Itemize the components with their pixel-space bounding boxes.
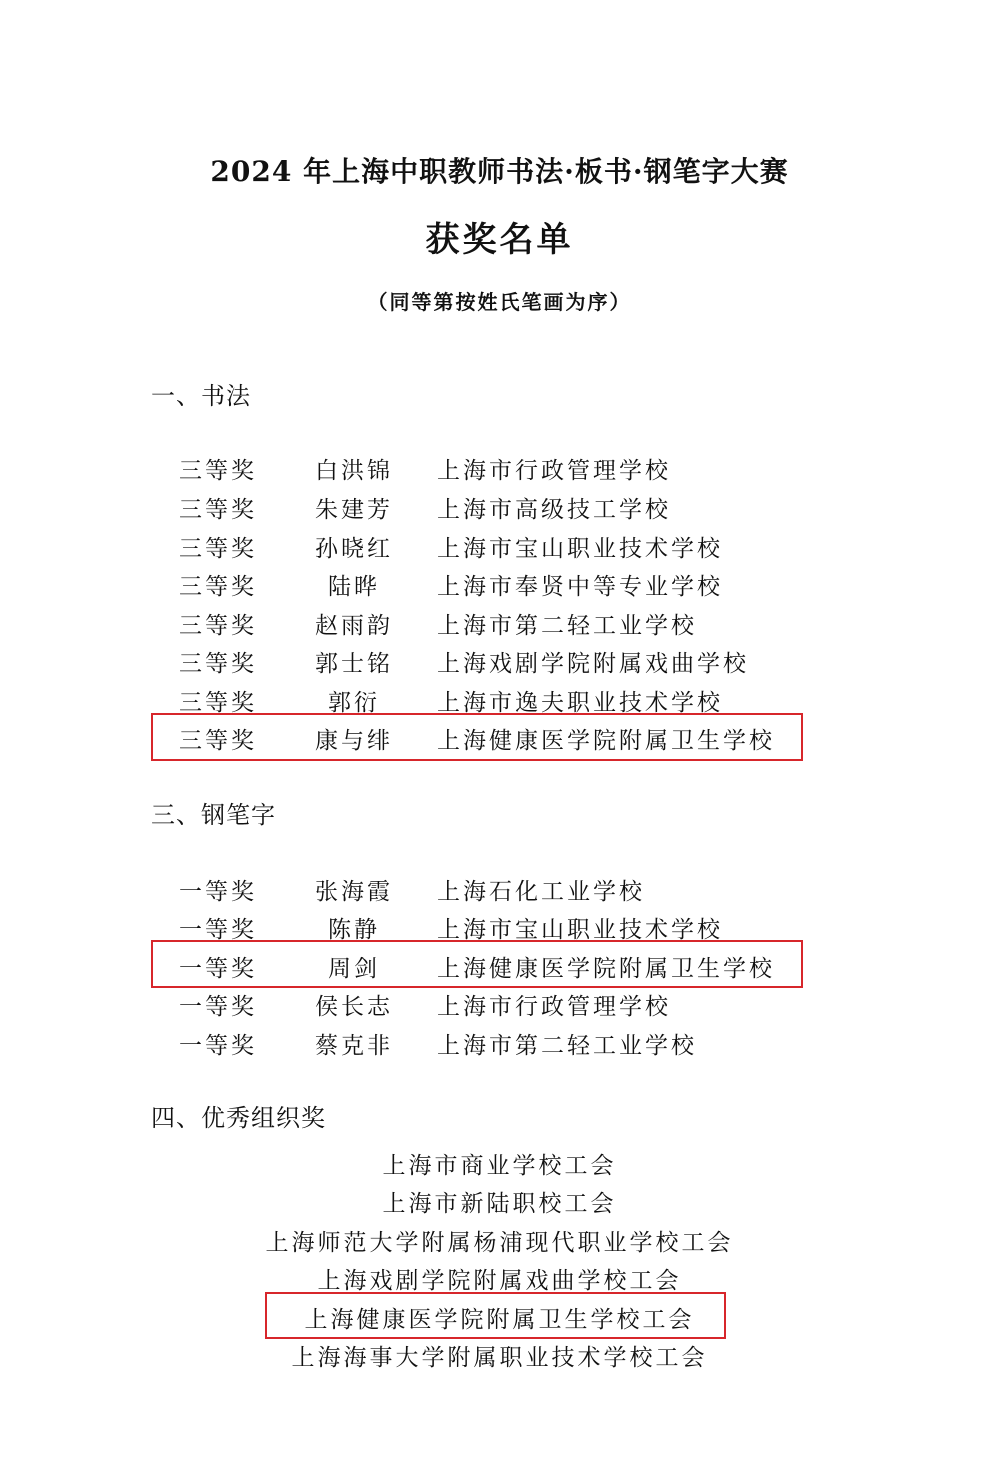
award-level: 一等奖 — [179, 1033, 257, 1059]
school-name: 上海石化工业学校 — [437, 879, 645, 905]
award-row — [0, 873, 999, 911]
award-row — [0, 452, 999, 490]
award-level: 三等奖 — [179, 651, 257, 677]
award-level: 三等奖 — [179, 497, 257, 523]
winner-name: 孙晓红 — [315, 536, 393, 562]
school-name: 上海健康医学院附属卫生学校 — [437, 728, 775, 754]
award-level: 三等奖 — [179, 728, 257, 754]
award-row — [0, 491, 999, 529]
school-name: 上海健康医学院附属卫生学校 — [437, 956, 775, 982]
winner-name: 陆晔 — [328, 574, 380, 600]
award-level: 三等奖 — [179, 574, 257, 600]
school-name: 上海市奉贤中等专业学校 — [437, 574, 723, 600]
winner-name: 侯长志 — [315, 994, 393, 1020]
page-title: 2024 年上海中职教师书法·板书·钢笔字大赛 — [210, 155, 789, 188]
award-row — [0, 530, 999, 568]
school-name: 上海市宝山职业技术学校 — [437, 917, 723, 943]
organization-item: 上海海事大学附属职业技术学校工会 — [291, 1345, 708, 1371]
award-level: 三等奖 — [179, 458, 257, 484]
award-level: 一等奖 — [179, 994, 257, 1020]
award-level: 一等奖 — [179, 917, 257, 943]
winner-name: 郭衍 — [328, 690, 380, 716]
organization-item-highlighted: 上海健康医学院附属卫生学校工会 — [304, 1307, 695, 1333]
winner-name: 白洪锦 — [315, 458, 393, 484]
award-row — [0, 607, 999, 645]
award-level: 三等奖 — [179, 613, 257, 639]
ordering-note: （同等第按姓氏笔画为序） — [367, 290, 632, 314]
highlight-box — [265, 1292, 726, 1339]
organization-item: 上海市新陆职校工会 — [382, 1191, 617, 1217]
organization-item: 上海师范大学附属杨浦现代职业学校工会 — [265, 1230, 734, 1256]
highlight-box — [151, 713, 803, 761]
award-level: 三等奖 — [179, 536, 257, 562]
winner-name: 陈静 — [328, 917, 380, 943]
organization-item: 上海市商业学校工会 — [382, 1153, 617, 1179]
section-heading-calligraphy: 一、书法 — [151, 382, 251, 410]
winner-name: 朱建芳 — [315, 497, 393, 523]
award-level: 一等奖 — [179, 956, 257, 982]
school-name: 上海市第二轻工业学校 — [437, 613, 697, 639]
award-row — [0, 568, 999, 606]
school-name: 上海市行政管理学校 — [437, 458, 671, 484]
school-name: 上海市第二轻工业学校 — [437, 1033, 697, 1059]
winner-name: 张海霞 — [315, 879, 393, 905]
school-name: 上海市高级技工学校 — [437, 497, 671, 523]
school-name: 上海市逸夫职业技术学校 — [437, 690, 723, 716]
section-heading-organization: 四、优秀组织奖 — [151, 1104, 326, 1132]
highlight-box — [151, 940, 803, 988]
school-name: 上海市行政管理学校 — [437, 994, 671, 1020]
award-row — [0, 1027, 999, 1065]
school-name: 上海戏剧学院附属戏曲学校 — [437, 651, 749, 677]
winner-name: 赵雨韵 — [315, 613, 393, 639]
winner-name: 郭士铭 — [315, 651, 393, 677]
award-level: 一等奖 — [179, 879, 257, 905]
winner-name: 康与绯 — [315, 728, 393, 754]
page-subtitle: 获奖名单 — [425, 220, 574, 260]
school-name: 上海市宝山职业技术学校 — [437, 536, 723, 562]
award-level: 三等奖 — [179, 690, 257, 716]
winner-name: 蔡克非 — [315, 1033, 393, 1059]
winner-name: 周剑 — [328, 956, 380, 982]
award-row — [0, 645, 999, 683]
organization-item: 上海戏剧学院附属戏曲学校工会 — [317, 1268, 682, 1294]
award-row — [0, 988, 999, 1026]
section-heading-pen: 三、钢笔字 — [151, 801, 276, 829]
